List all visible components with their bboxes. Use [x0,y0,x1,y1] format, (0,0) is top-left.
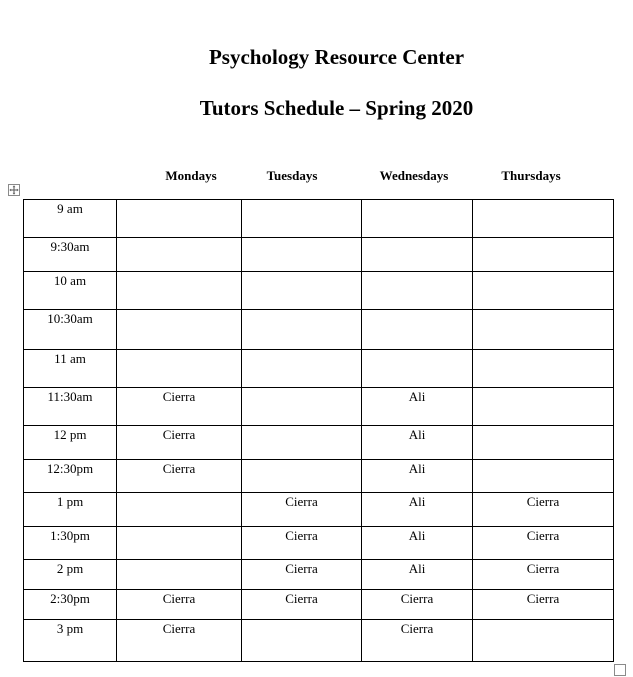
schedule-cell[interactable] [362,238,473,272]
schedule-cell[interactable] [473,620,614,662]
time-cell: 2:30pm [24,590,117,620]
table-row [24,272,614,310]
table-row [24,238,614,272]
schedule-cell[interactable]: Cierra [242,493,362,527]
schedule-cell[interactable]: Cierra [117,388,242,426]
table-row [24,426,614,460]
column-header-mondays: Mondays [165,168,217,183]
schedule-cell[interactable]: Ali [362,560,473,590]
schedule-cell[interactable]: Ali [362,493,473,527]
time-cell: 3 pm [24,620,117,662]
time-cell: 9:30am [24,238,117,272]
schedule-cell[interactable]: Cierra [117,590,242,620]
schedule-cell[interactable] [242,388,362,426]
schedule-cell[interactable] [362,350,473,388]
schedule-cell[interactable] [242,620,362,662]
table-row [24,200,614,238]
schedule-cell[interactable]: Cierra [473,560,614,590]
table-move-handle-icon[interactable] [8,184,20,196]
schedule-cell[interactable]: Cierra [473,527,614,560]
time-cell: 11:30am [24,388,117,426]
time-cell: 2 pm [24,560,117,590]
schedule-cell[interactable] [242,200,362,238]
column-header-wednesdays: Wednesdays [379,168,449,183]
table-row [24,310,614,350]
time-cell: 10 am [24,272,117,310]
schedule-cell[interactable] [473,460,614,493]
table-row [24,590,614,620]
schedule-cell[interactable] [362,310,473,350]
schedule-cell[interactable]: Cierra [473,493,614,527]
schedule-table [23,199,614,662]
column-header-thursdays: Thursdays [501,168,561,183]
schedule-cell[interactable]: Cierra [117,426,242,460]
schedule-cell[interactable] [242,272,362,310]
table-row [24,620,614,662]
schedule-cell[interactable] [473,426,614,460]
schedule-cell[interactable]: Ali [362,426,473,460]
schedule-cell[interactable]: Cierra [362,590,473,620]
schedule-cell[interactable] [473,238,614,272]
schedule-cell[interactable]: Ali [362,527,473,560]
schedule-cell[interactable] [242,426,362,460]
schedule-cell[interactable]: Cierra [242,560,362,590]
schedule-cell[interactable] [242,310,362,350]
schedule-cell[interactable]: Cierra [242,527,362,560]
schedule-cell[interactable]: Ali [362,460,473,493]
schedule-cell[interactable]: Ali [362,388,473,426]
schedule-cell[interactable] [117,310,242,350]
schedule-cell[interactable]: Cierra [117,620,242,662]
document-subtitle: Tutors Schedule – Spring 2020 [199,96,474,120]
schedule-cell[interactable] [473,310,614,350]
schedule-cell[interactable] [117,527,242,560]
table-resize-handle-icon[interactable] [614,664,626,676]
schedule-cell[interactable] [117,272,242,310]
schedule-cell[interactable] [117,493,242,527]
schedule-cell[interactable] [362,200,473,238]
schedule-cell[interactable] [473,272,614,310]
table-row [24,527,614,560]
schedule-cell[interactable]: Cierra [362,620,473,662]
table-row [24,460,614,493]
schedule-cell[interactable] [242,350,362,388]
schedule-cell[interactable] [242,238,362,272]
table-row [24,560,614,590]
schedule-cell[interactable] [473,388,614,426]
schedule-cell[interactable] [117,200,242,238]
document-title: Psychology Resource Center [208,45,465,69]
table-row [24,493,614,527]
time-cell: 1:30pm [24,527,117,560]
schedule-cell[interactable] [242,460,362,493]
schedule-cell[interactable] [117,350,242,388]
time-cell: 12 pm [24,426,117,460]
table-row [24,350,614,388]
schedule-cell[interactable] [117,238,242,272]
schedule-cell[interactable]: Cierra [242,590,362,620]
schedule-cell[interactable] [473,350,614,388]
table-row [24,388,614,426]
schedule-cell[interactable] [473,200,614,238]
time-cell: 9 am [24,200,117,238]
schedule-cell[interactable] [362,272,473,310]
time-cell: 11 am [24,350,117,388]
schedule-cell[interactable]: Cierra [473,590,614,620]
schedule-cell[interactable]: Cierra [117,460,242,493]
time-cell: 1 pm [24,493,117,527]
schedule-cell[interactable] [117,560,242,590]
column-header-tuesdays: Tuesdays [266,168,318,183]
time-cell: 12:30pm [24,460,117,493]
time-cell: 10:30am [24,310,117,350]
